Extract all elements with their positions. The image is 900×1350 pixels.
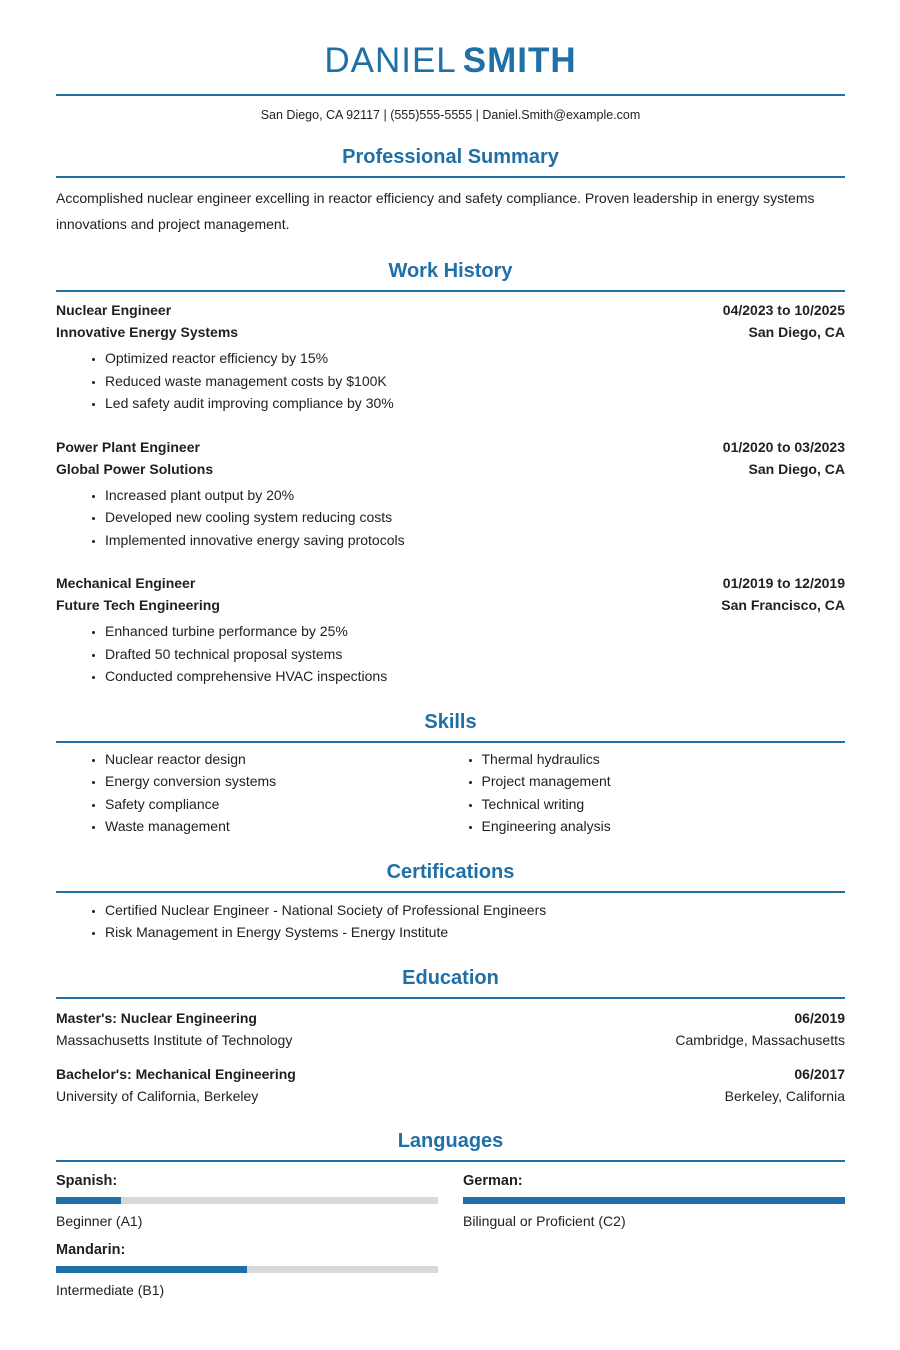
education-left (56, 1007, 292, 1051)
skill-item: • Engineering analysis (482, 815, 846, 838)
education-entry (56, 1007, 845, 1051)
section-certifications (56, 861, 845, 944)
certifications-divider (56, 891, 845, 893)
language-level: Bilingual or Proficient (C2) (463, 1212, 626, 1229)
job-bullet: • Drafted 50 technical proposal systems (105, 643, 845, 666)
skill-item: • Safety compliance (105, 793, 451, 816)
languages-divider (56, 1160, 845, 1162)
job-bullet: • Implemented innovative energy saving protocols (105, 529, 845, 552)
language-proficiency-bar (56, 1197, 438, 1204)
skills-column-right (451, 748, 846, 838)
education-entry (56, 1063, 845, 1107)
job-bullet: • Reduced waste management costs by $100K (105, 370, 845, 393)
language-name: Spanish: (56, 1172, 118, 1189)
language-proficiency-fill (56, 1197, 121, 1204)
education-right (675, 1007, 845, 1051)
job-title-company (56, 436, 213, 480)
languages-title: Languages (397, 1129, 504, 1152)
education-date: 06/2019 (794, 1009, 845, 1026)
job-bullet: • Increased plant output by 20% (105, 484, 845, 507)
language-name: Mandarin: (56, 1241, 126, 1258)
language-entry (463, 1171, 845, 1231)
skill-item: • Energy conversion systems (105, 770, 451, 793)
job-bullet: • Conducted comprehensive HVAC inspections (105, 665, 845, 688)
certifications-list (56, 899, 845, 944)
job-header (56, 572, 845, 616)
education-school: Massachusetts Institute of Technology (56, 1031, 293, 1048)
languages-grid (56, 1171, 845, 1300)
job-company: Global Power Solutions (56, 460, 214, 477)
candidate-name (56, 42, 845, 80)
contact-line: San Diego, CA 92117 | (555)555-5555 | Daniel.Smith@example.com (260, 108, 641, 122)
summary-title: Professional Summary (342, 146, 559, 168)
job-entry (56, 572, 845, 688)
job-title: Mechanical Engineer (56, 575, 196, 591)
resume-header (56, 42, 845, 123)
job-dates: 04/2023 to 10/2025 (722, 302, 845, 318)
job-company: Innovative Energy Systems (56, 324, 239, 340)
job-title: Nuclear Engineer (56, 302, 172, 318)
certifications-title: Certifications (386, 860, 515, 883)
skills-list (451, 748, 846, 838)
skills-columns (56, 748, 845, 838)
language-entry (56, 1240, 438, 1300)
language-proficiency-bar (56, 1266, 438, 1273)
header-divider (56, 94, 845, 96)
education-date: 06/2017 (794, 1065, 845, 1082)
work-history-divider (56, 290, 845, 292)
certification-item: • Certified Nuclear Engineer - National Society of Professional Engineers (105, 899, 845, 922)
job-dates-location (723, 299, 845, 343)
education-divider (56, 997, 845, 999)
job-entry (56, 436, 845, 552)
job-dates-location (723, 436, 845, 480)
education-degree: Bachelor's: Mechanical Engineering (56, 1065, 296, 1082)
education-degree: Master's: Nuclear Engineering (56, 1009, 257, 1026)
skills-list (56, 748, 451, 838)
skill-item: • Technical writing (482, 793, 846, 816)
skills-divider (56, 741, 845, 743)
section-work-history (56, 260, 845, 688)
skills-column-left (56, 748, 451, 838)
candidate-last-name: SMITH (462, 41, 577, 80)
candidate-first-name: DANIEL (324, 41, 457, 80)
job-title: Power Plant Engineer (56, 438, 200, 455)
job-bullet-list (56, 347, 845, 415)
skill-item: • Waste management (105, 815, 451, 838)
job-bullet-list (56, 484, 845, 552)
job-location: San Diego, CA (748, 460, 845, 477)
certification-item: • Risk Management in Energy Systems - Energy Institute (105, 921, 845, 944)
section-languages (56, 1130, 845, 1300)
job-bullet: • Enhanced turbine performance by 25% (105, 620, 845, 643)
education-school: University of California, Berkeley (56, 1087, 259, 1104)
section-skills (56, 711, 845, 838)
work-history-title: Work History (388, 260, 513, 282)
language-proficiency-fill (56, 1266, 247, 1273)
education-right (725, 1063, 845, 1107)
skill-item: • Nuclear reactor design (105, 748, 451, 771)
job-bullet: • Developed new cooling system reducing costs (105, 506, 845, 529)
summary-text: Accomplished nuclear engineer excelling in reactor efficiency and safety compliance. Proven leadership in energy systems innovations and project management. (56, 190, 815, 232)
language-entry (56, 1171, 438, 1231)
job-title-company (56, 299, 238, 343)
language-level: Intermediate (B1) (56, 1281, 165, 1298)
language-proficiency-fill (463, 1197, 845, 1204)
education-location: Berkeley, California (724, 1087, 845, 1104)
skills-title: Skills (424, 710, 477, 733)
language-name: German: (463, 1172, 523, 1189)
job-header (56, 436, 845, 480)
summary-divider (56, 176, 845, 178)
job-dates: 01/2019 to 12/2019 (722, 575, 845, 591)
education-title: Education (402, 966, 499, 989)
job-company: Future Tech Engineering (56, 597, 220, 613)
skill-item: • Project management (482, 770, 846, 793)
education-location: Cambridge, Massachusetts (675, 1031, 845, 1048)
job-bullet: • Led safety audit improving compliance by 30% (105, 392, 845, 415)
job-location: San Francisco, CA (721, 597, 845, 613)
language-proficiency-bar (463, 1197, 845, 1204)
section-professional-summary (56, 146, 845, 237)
job-header (56, 299, 845, 343)
section-education (56, 967, 845, 1107)
language-level: Beginner (A1) (56, 1212, 143, 1229)
job-entry (56, 299, 845, 415)
job-title-company (56, 572, 220, 616)
job-dates-location (721, 572, 845, 616)
job-location: San Diego, CA (748, 324, 845, 340)
job-dates: 01/2020 to 03/2023 (722, 438, 845, 455)
job-bullet: • Optimized reactor efficiency by 15% (105, 347, 845, 370)
job-bullet-list (56, 620, 845, 688)
skill-item: • Thermal hydraulics (482, 748, 846, 771)
education-left (56, 1063, 296, 1107)
